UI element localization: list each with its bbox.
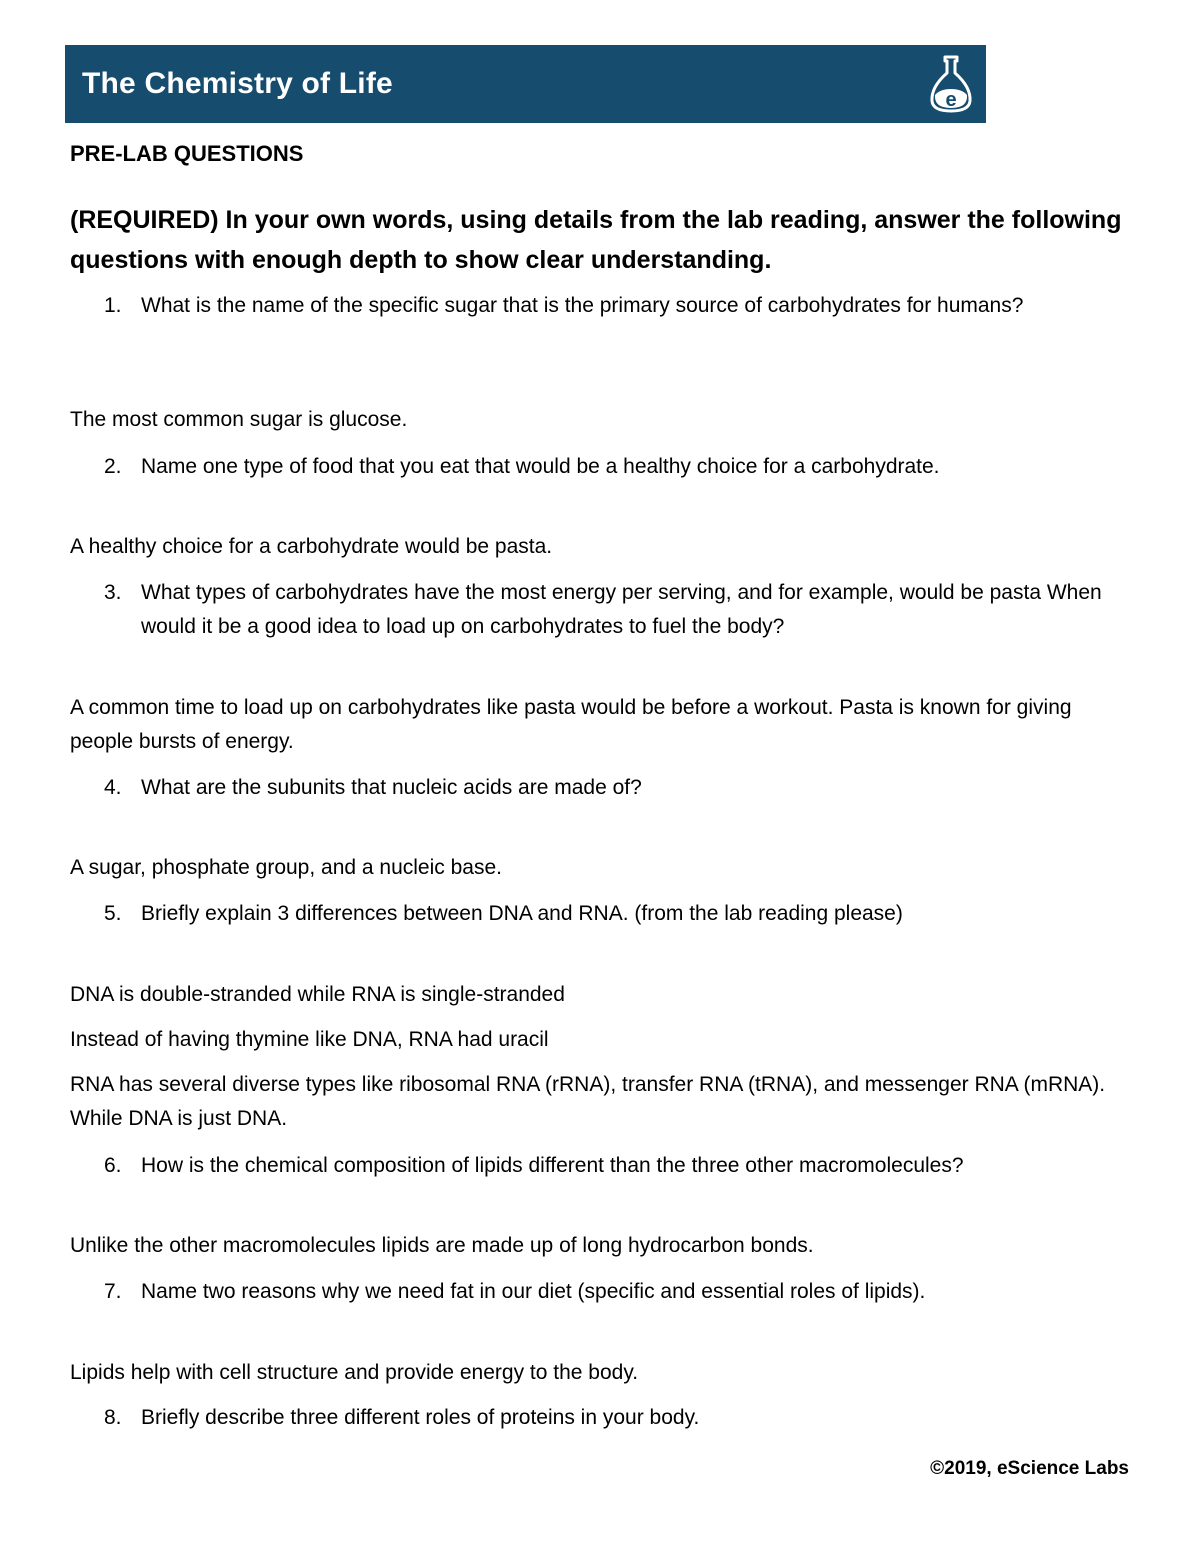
question-number: 7. <box>104 1280 122 1303</box>
answer-text: DNA is double-stranded while RNA is single-stranded <box>70 983 565 1006</box>
question-number: 6. <box>104 1154 122 1177</box>
question-text: Name two reasons why we need fat in our diet (specific and essential roles of lipids). <box>141 1280 926 1303</box>
title-banner <box>65 45 986 123</box>
question-item <box>104 289 1104 323</box>
flask-icon <box>926 53 976 115</box>
question-text: What types of carbohydrates have the most energy per serving, and for example, would be pasta When would it be a good idea to load up on carbohydrates to fuel the body? <box>141 581 1102 638</box>
question-number: 1. <box>104 294 122 317</box>
question-text: What is the name of the specific sugar that is the primary source of carbohydrates for humans? <box>141 294 1024 317</box>
question-text: Briefly describe three different roles of proteins in your body. <box>141 1406 700 1429</box>
question-text: Briefly explain 3 differences between DNA and RNA. (from the lab reading please) <box>141 902 903 925</box>
question-text: Name one type of food that you eat that would be a healthy choice for a carbohydrate. <box>141 455 940 478</box>
question-text: How is the chemical composition of lipids different than the three other macromolecules? <box>141 1154 964 1177</box>
question-number: 5. <box>104 902 122 925</box>
page-title: The Chemistry of Life <box>82 67 393 100</box>
answer-text: A common time to load up on carbohydrates like pasta would be before a workout. Pasta is known for giving people bursts of energy. <box>70 696 1072 753</box>
question-number: 4. <box>104 776 122 799</box>
question-item <box>104 450 1104 484</box>
question-item <box>104 1275 1104 1309</box>
question-text: What are the subunits that nucleic acids are made of? <box>141 776 642 799</box>
question-item <box>104 576 1104 644</box>
answer-text: RNA has several diverse types like ribosomal RNA (rRNA), transfer RNA (tRNA), and messenger RNA (mRNA). While DNA is just DNA. <box>70 1073 1106 1130</box>
answer-text: Lipids help with cell structure and provide energy to the body. <box>70 1361 639 1384</box>
answer-text: A healthy choice for a carbohydrate would be pasta. <box>70 535 553 558</box>
answer-text: Unlike the other macromolecules lipids are made up of long hydrocarbon bonds. <box>70 1234 814 1257</box>
question-item <box>104 897 1104 931</box>
instructions-text: (REQUIRED) In your own words, using details from the lab reading, answer the following questions with enough depth to show clear understanding. <box>70 206 1122 274</box>
question-number: 3. <box>104 581 122 604</box>
answer-text: A sugar, phosphate group, and a nucleic base. <box>70 856 502 879</box>
answer-text: The most common sugar is glucose. <box>70 408 408 431</box>
question-item <box>104 1149 1104 1183</box>
answer-text: Instead of having thymine like DNA, RNA had uracil <box>70 1028 549 1051</box>
section-heading: PRE-LAB QUESTIONS <box>70 141 304 166</box>
copyright-footer: ©2019, eScience Labs <box>930 1458 1129 1479</box>
question-item <box>104 1401 1104 1435</box>
svg-text:e: e <box>945 89 957 111</box>
question-number: 2. <box>104 455 122 478</box>
question-item <box>104 771 1104 805</box>
question-number: 8. <box>104 1406 122 1429</box>
